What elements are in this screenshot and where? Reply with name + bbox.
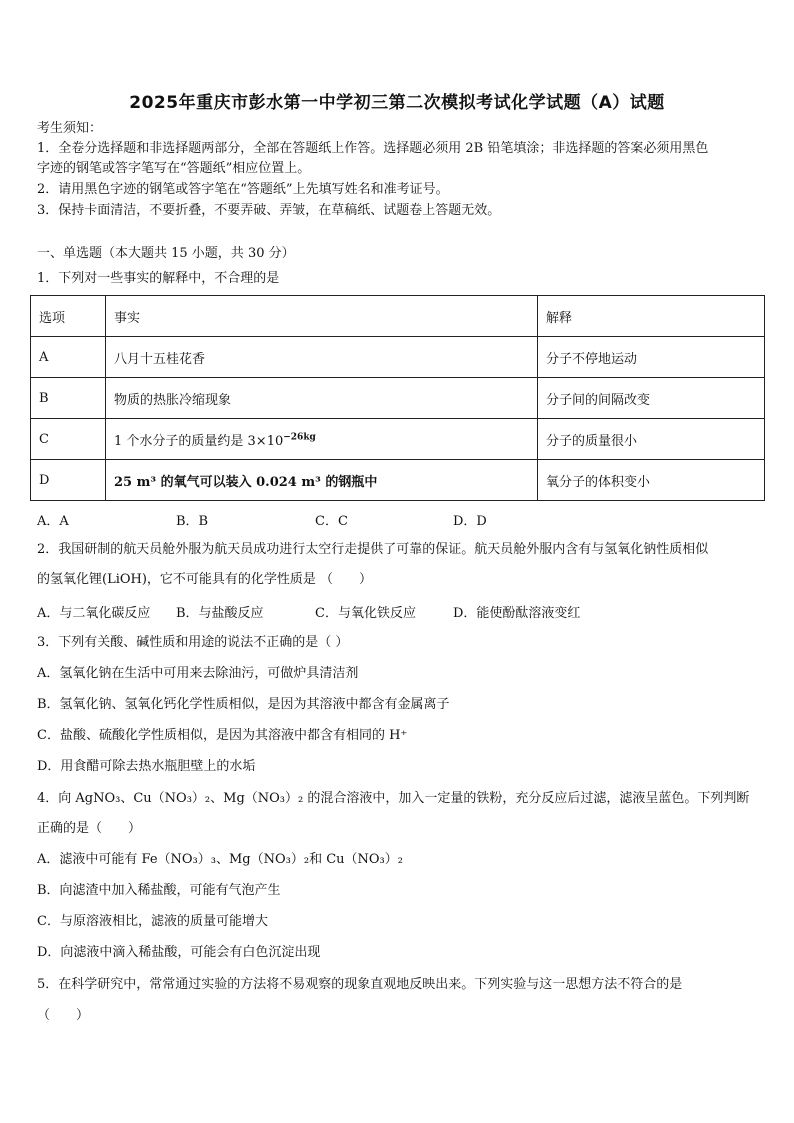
fact-exponent: −26kg xyxy=(283,432,316,443)
option-a: A．A xyxy=(37,514,69,529)
table-row xyxy=(31,337,765,378)
question-3-option-b: B．氢氧化钠、氢氧化钙化学性质相似，是因为其溶液中都含有金属离子 xyxy=(37,697,450,712)
question-3-stem: 3．下列有关酸、碱性质和用途的说法不正确的是（ ） xyxy=(37,635,349,650)
option-b: B．B xyxy=(176,514,209,529)
question-3-option-a: A．氢氧化钠在生活中可用来去除油污，可做炉具清洁剂 xyxy=(37,666,359,681)
table-cell-option: B xyxy=(31,378,106,419)
question-2-stem-a: 2．我国研制的航天员舱外服为航天员成功进行太空行走提供了可靠的保证。航天员舱外服内含有与氢氧化钠性质相似 xyxy=(37,542,709,557)
notice-item-2: 2．请用黑色字迹的钢笔或答字笔在“答题纸”上先填写姓名和准考证号。 xyxy=(37,182,449,197)
option-c: C．与氧化铁反应 xyxy=(315,606,416,621)
table-header-cell: 选项 xyxy=(31,296,106,337)
question-4-option-c: C．与原溶液相比，滤液的质量可能增大 xyxy=(37,914,268,929)
question-4-stem-a: 4．向 AgNO₃、Cu（NO₃）₂、Mg（NO₃）₂ 的混合溶液中，加入一定量的铁粉，充分反应后过滤，滤液呈蓝色。下列判断 xyxy=(37,791,750,806)
notice-item-1b: 字迹的钢笔或答字笔写在“答题纸”相应位置上。 xyxy=(37,161,311,176)
table-cell-option: A xyxy=(31,337,106,378)
question-5-stem-a: 5．在科学研究中，常常通过实验的方法将不易观察的现象直观地反映出来。下列实验与这一思想方法不符合的是 xyxy=(37,977,683,992)
question-1-stem: 1．下列对一些事实的解释中，不合理的是 xyxy=(37,271,280,286)
table-cell-fact: 25 m³ 的氧气可以装入 0.024 m³ 的钢瓶中 xyxy=(106,460,538,501)
question-5-stem-b: （ ） xyxy=(37,1008,90,1023)
option-d: D．D xyxy=(453,514,487,529)
table-cell-option: C xyxy=(31,419,106,460)
notice-heading: 考生须知： xyxy=(37,121,103,136)
notice-item-3: 3．保持卡面清洁，不要折叠，不要弄破、弄皱，在草稿纸、试题卷上答题无效。 xyxy=(37,203,501,218)
table-row xyxy=(31,460,765,501)
table-header-row xyxy=(31,296,765,337)
table-cell-fact: 物质的热胀冷缩现象 xyxy=(106,378,538,419)
fact-text: 1 个水分子的质量约是 3×10 xyxy=(114,433,284,449)
option-a: A．与二氧化碳反应 xyxy=(37,606,151,621)
question-4-option-b: B．向滤渣中加入稀盐酸，可能有气泡产生 xyxy=(37,883,281,898)
option-c: C．C xyxy=(315,514,348,529)
option-b: B．与盐酸反应 xyxy=(176,606,264,621)
table-cell-option: D xyxy=(31,460,106,501)
table-cell-explanation: 分子不停地运动 xyxy=(538,337,765,378)
table-row xyxy=(31,419,765,460)
question-4-option-d: D．向滤液中滴入稀盐酸，可能会有白色沉淀出现 xyxy=(37,945,321,960)
table-header-cell: 事实 xyxy=(106,296,538,337)
question-2-stem-b: 的氢氧化锂(LiOH)，它不可能具有的化学性质是 （ ） xyxy=(37,572,373,587)
section-heading: 一、单选题（本大题共 15 小题，共 30 分） xyxy=(37,246,295,261)
table-cell-explanation: 氧分子的体积变小 xyxy=(538,460,765,501)
question-3-option-d: D．用食醋可除去热水瓶胆壁上的水垢 xyxy=(37,759,256,774)
question-3-option-c: C．盐酸、硫酸化学性质相似，是因为其溶液中都含有相同的 H⁺ xyxy=(37,728,408,743)
question-4-stem-b: 正确的是（ ） xyxy=(37,821,142,836)
page-title: 2025年重庆市彭水第一中学初三第二次模拟考试化学试题（A）试题 xyxy=(129,93,665,113)
question-1-table xyxy=(30,295,765,501)
table-cell-explanation: 分子间的间隔改变 xyxy=(538,378,765,419)
option-d: D．能使酚酞溶液变红 xyxy=(453,606,581,621)
table-header-cell: 解释 xyxy=(538,296,765,337)
table-cell-explanation: 分子的质量很小 xyxy=(538,419,765,460)
table-row xyxy=(31,378,765,419)
table-cell-fact: 八月十五桂花香 xyxy=(106,337,538,378)
question-4-option-a: A．滤液中可能有 Fe（NO₃）₃、Mg（NO₃）₂和 Cu（NO₃）₂ xyxy=(37,852,403,867)
notice-item-1a: 1．全卷分选择题和非选择题两部分，全部在答题纸上作答。选择题必须用 2B 铅笔填涂；非选择题的答案必须用黑色 xyxy=(37,141,709,156)
table-cell-fact xyxy=(106,419,538,460)
